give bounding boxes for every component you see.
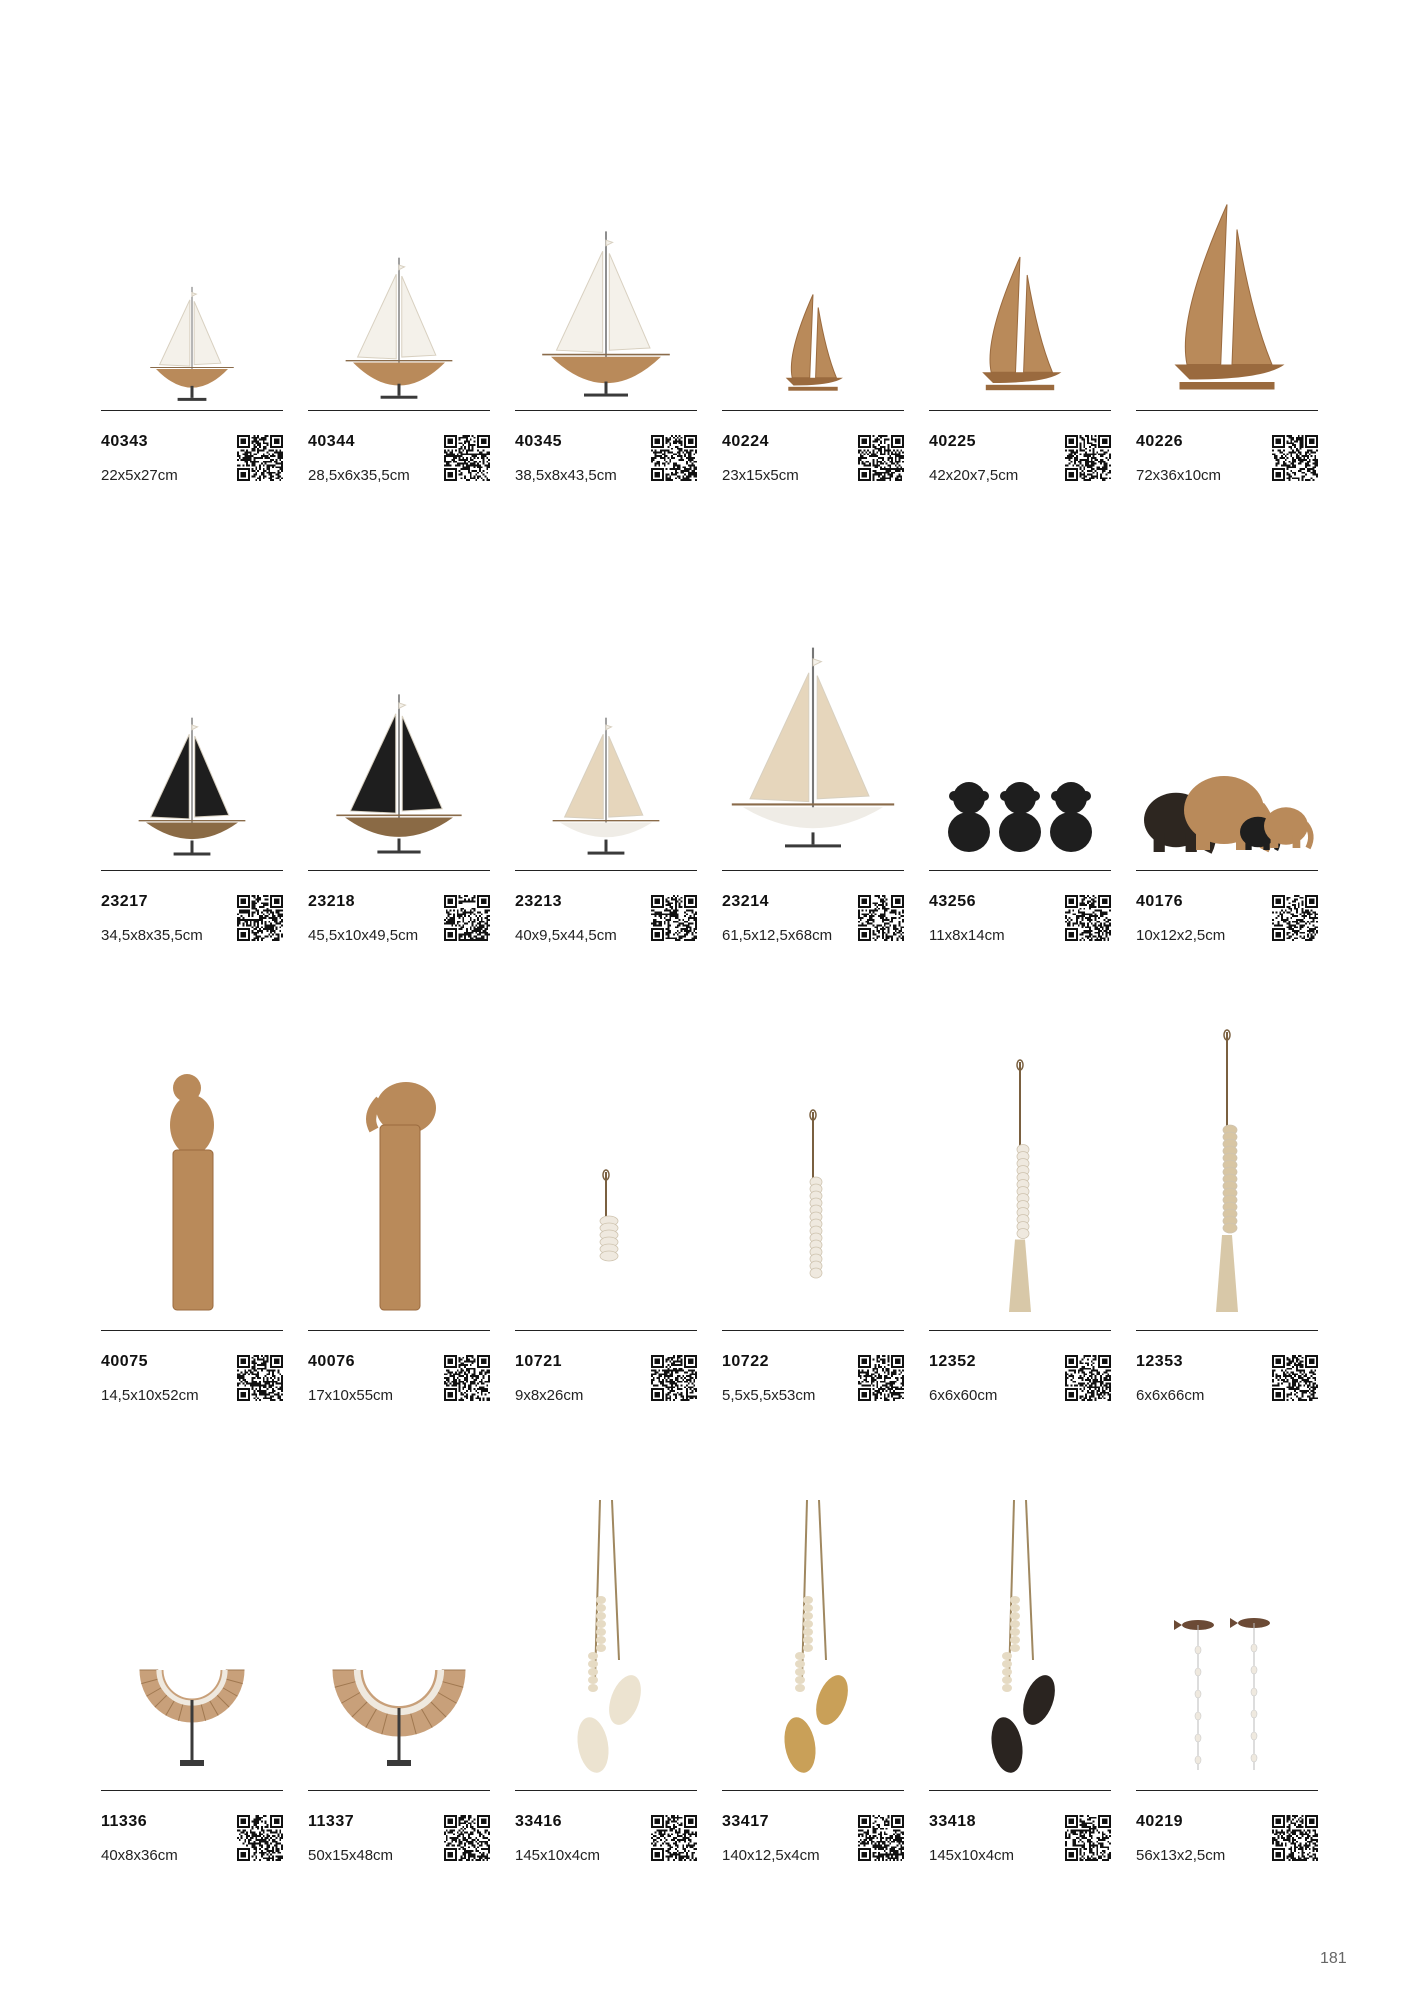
product-dimensions: 22x5x27cm	[101, 467, 178, 484]
qr-code-icon[interactable]	[651, 435, 697, 481]
product-code: 23214	[722, 893, 769, 910]
qr-code-icon[interactable]	[651, 1815, 697, 1861]
product-dimensions: 5,5x5,5x53cm	[722, 1387, 816, 1404]
qr-code-icon[interactable]	[858, 1815, 904, 1861]
qr-code-icon[interactable]	[1272, 435, 1318, 481]
divider	[1136, 410, 1318, 411]
product-code: 40219	[1136, 1813, 1183, 1830]
divider	[101, 410, 283, 411]
sailboat-white-small-icon	[101, 110, 283, 410]
qr-code-icon[interactable]	[1272, 895, 1318, 941]
qr-code-icon[interactable]	[237, 1815, 283, 1861]
product-dimensions: 40x9,5x44,5cm	[515, 927, 617, 944]
sailboat-white-medium-icon	[308, 110, 490, 410]
qr-code-icon[interactable]	[237, 435, 283, 481]
product-code: 40075	[101, 1353, 148, 1370]
wooden-sailboat-large-icon	[1136, 110, 1318, 410]
qr-code-icon[interactable]	[651, 895, 697, 941]
product-code: 40226	[1136, 433, 1183, 450]
elephant-family-icon	[1136, 570, 1318, 870]
product-dimensions: 145x10x4cm	[929, 1847, 1015, 1864]
product-dimensions: 10x12x2,5cm	[1136, 927, 1226, 944]
qr-code-icon[interactable]	[858, 435, 904, 481]
product-dimensions: 38,5x8x43,5cm	[515, 467, 617, 484]
divider	[929, 870, 1111, 871]
qr-code-icon[interactable]	[1065, 895, 1111, 941]
elephant-on-post-icon	[308, 1030, 490, 1330]
product-dimensions: 40x8x36cm	[101, 1847, 178, 1864]
qr-code-icon[interactable]	[444, 435, 490, 481]
qr-code-icon[interactable]	[1272, 1815, 1318, 1861]
product-dimensions: 9x8x26cm	[515, 1387, 584, 1404]
product-dimensions: 56x13x2,5cm	[1136, 1847, 1226, 1864]
divider	[101, 1790, 283, 1791]
divider	[308, 1790, 490, 1791]
divider	[929, 1330, 1111, 1331]
product-dimensions: 28,5x6x35,5cm	[308, 467, 410, 484]
divider	[722, 870, 904, 871]
product-code: 33417	[722, 1813, 769, 1830]
three-monkeys-icon	[929, 570, 1111, 870]
divider	[515, 410, 697, 411]
product-code: 40344	[308, 433, 355, 450]
divider	[515, 870, 697, 871]
divider	[929, 1790, 1111, 1791]
product-code: 40076	[308, 1353, 355, 1370]
product-code: 11336	[101, 1813, 148, 1830]
fish-hanger-icon	[1136, 1490, 1318, 1790]
product-dimensions: 23x15x5cm	[722, 467, 799, 484]
qr-code-icon[interactable]	[444, 1355, 490, 1401]
qr-code-icon[interactable]	[1065, 435, 1111, 481]
product-dimensions: 6x6x60cm	[929, 1387, 998, 1404]
qr-code-icon[interactable]	[1065, 1815, 1111, 1861]
product-dimensions: 34,5x8x35,5cm	[101, 927, 203, 944]
shell-hanger-long-icon	[722, 1030, 904, 1330]
product-dimensions: 145x10x4cm	[515, 1847, 601, 1864]
product-dimensions: 14,5x10x52cm	[101, 1387, 199, 1404]
product-dimensions: 72x36x10cm	[1136, 467, 1222, 484]
divider	[1136, 1330, 1318, 1331]
product-code: 40343	[101, 433, 148, 450]
product-code: 12353	[1136, 1353, 1183, 1370]
product-code: 33418	[929, 1813, 976, 1830]
product-code: 33416	[515, 1813, 562, 1830]
sailboat-white-large-icon	[515, 110, 697, 410]
monkey-on-post-icon	[101, 1030, 283, 1330]
divider	[308, 870, 490, 871]
divider	[308, 1330, 490, 1331]
wooden-sailboat-medium-icon	[929, 110, 1111, 410]
product-code: 40225	[929, 433, 976, 450]
product-dimensions: 45,5x10x49,5cm	[308, 927, 419, 944]
product-dimensions: 50x15x48cm	[308, 1847, 394, 1864]
product-code: 11337	[308, 1813, 355, 1830]
divider	[722, 1790, 904, 1791]
qr-code-icon[interactable]	[651, 1355, 697, 1401]
product-code: 43256	[929, 893, 976, 910]
product-code: 40224	[722, 433, 769, 450]
product-dimensions: 17x10x55cm	[308, 1387, 394, 1404]
product-code: 23218	[308, 893, 355, 910]
product-dimensions: 140x12,5x4cm	[722, 1847, 820, 1864]
qr-code-icon[interactable]	[858, 895, 904, 941]
qr-code-icon[interactable]	[858, 1355, 904, 1401]
page-number: 181	[1320, 1950, 1347, 1967]
product-code: 23217	[101, 893, 148, 910]
leaf-hanger-black-icon	[929, 1490, 1111, 1790]
product-code: 10722	[722, 1353, 769, 1370]
leaf-hanger-white-icon	[515, 1490, 697, 1790]
qr-code-icon[interactable]	[237, 895, 283, 941]
divider	[101, 1330, 283, 1331]
qr-code-icon[interactable]	[444, 1815, 490, 1861]
product-dimensions: 42x20x7,5cm	[929, 467, 1019, 484]
leaf-hanger-gold-icon	[722, 1490, 904, 1790]
qr-code-icon[interactable]	[1272, 1355, 1318, 1401]
divider	[308, 410, 490, 411]
product-dimensions: 61,5x12,5x68cm	[722, 927, 833, 944]
shell-necklace-stand-large-icon	[308, 1490, 490, 1790]
product-code: 40345	[515, 433, 562, 450]
divider	[722, 410, 904, 411]
shell-hanger-short-icon	[515, 1030, 697, 1330]
divider	[515, 1330, 697, 1331]
sailboat-black-small-icon	[101, 570, 283, 870]
product-code: 40176	[1136, 893, 1183, 910]
qr-code-icon[interactable]	[444, 895, 490, 941]
divider	[1136, 1790, 1318, 1791]
product-code: 23213	[515, 893, 562, 910]
divider	[929, 410, 1111, 411]
shell-necklace-stand-small-icon	[101, 1490, 283, 1790]
sailboat-beige-large-icon	[722, 570, 904, 870]
divider	[1136, 870, 1318, 871]
shell-tassel-white-icon	[929, 1030, 1111, 1330]
product-code: 12352	[929, 1353, 976, 1370]
shell-tassel-natural-icon	[1136, 1030, 1318, 1330]
product-code: 10721	[515, 1353, 562, 1370]
qr-code-icon[interactable]	[237, 1355, 283, 1401]
sailboat-beige-small-icon	[515, 570, 697, 870]
product-dimensions: 11x8x14cm	[929, 927, 1005, 944]
wooden-sailboat-small-icon	[722, 110, 904, 410]
product-dimensions: 6x6x66cm	[1136, 1387, 1205, 1404]
divider	[101, 870, 283, 871]
sailboat-black-large-icon	[308, 570, 490, 870]
divider	[515, 1790, 697, 1791]
divider	[722, 1330, 904, 1331]
qr-code-icon[interactable]	[1065, 1355, 1111, 1401]
